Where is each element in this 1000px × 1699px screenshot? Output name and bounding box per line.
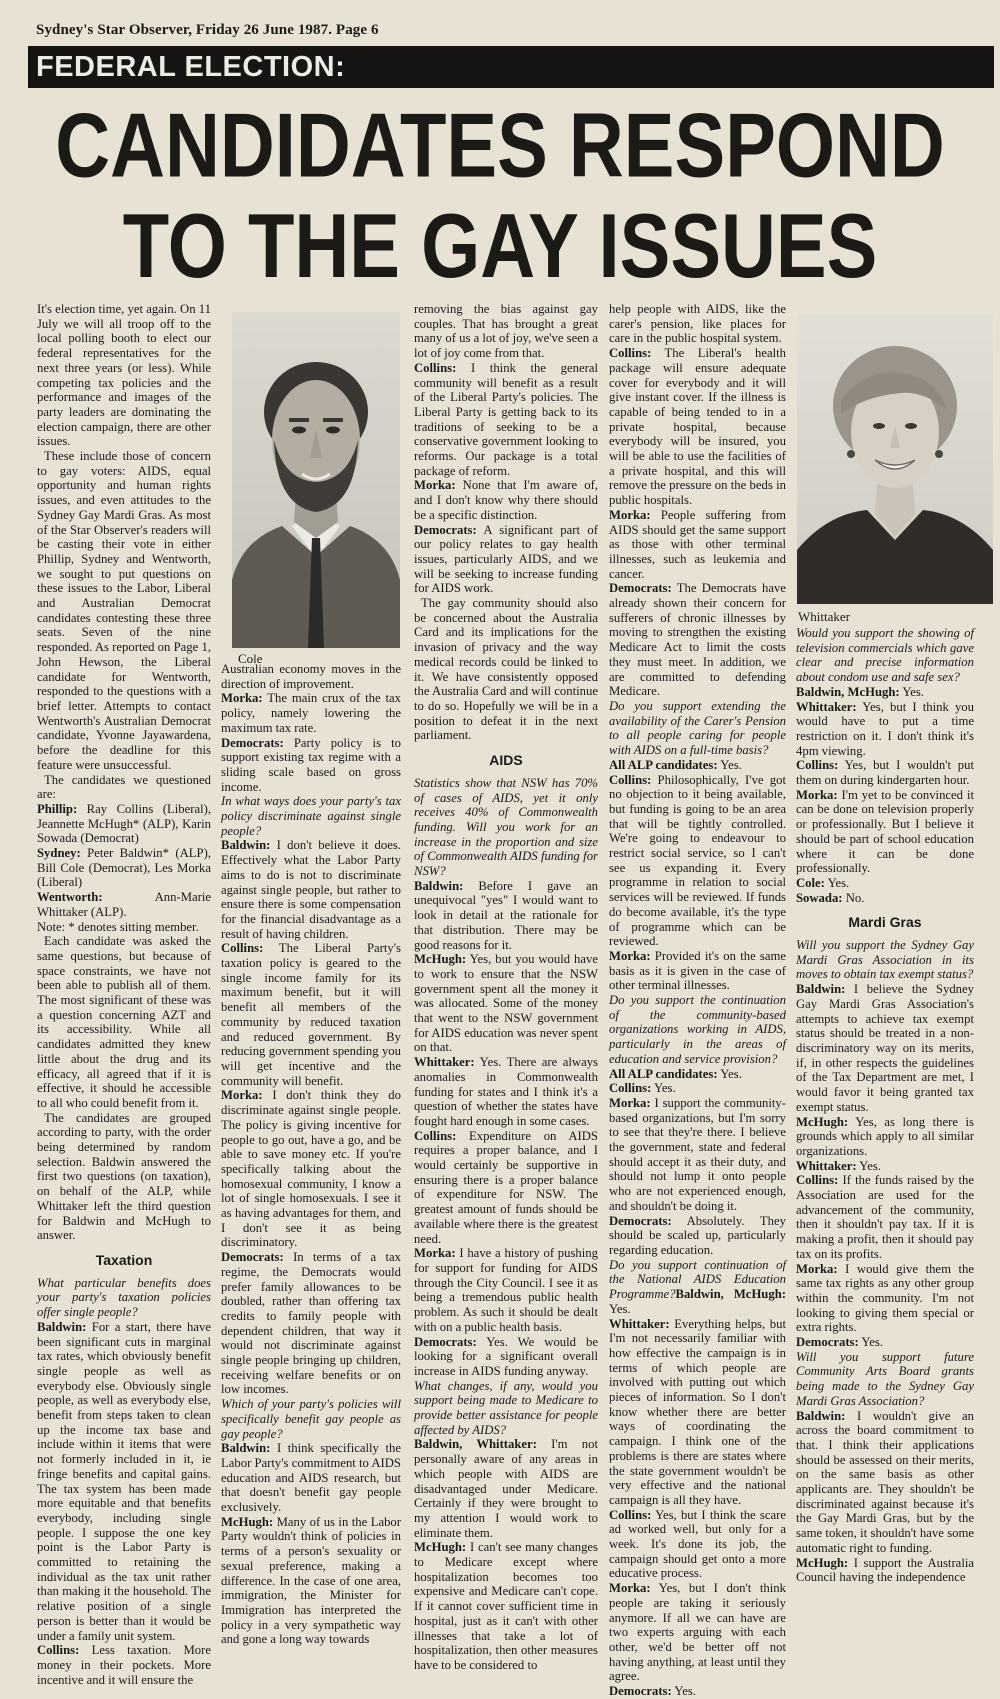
answer	[796, 1262, 974, 1336]
speaker-label: Sowada:	[796, 890, 843, 905]
answer	[609, 773, 786, 949]
answer	[37, 1320, 211, 1643]
answer	[221, 1515, 401, 1647]
answer	[414, 1246, 598, 1334]
speaker-label: Democrats:	[609, 581, 672, 596]
speaker-label: Collins:	[221, 941, 264, 956]
question-text: What particular benefits does your party's taxation policies offer single people?	[37, 1275, 211, 1320]
column-5	[796, 626, 974, 1585]
question-text: Will you support the Sydney Gay Mardi Gras Association in its moves to obtain tax exempt status?	[796, 938, 974, 982]
answer-text: Yes. We would be looking for a significant overall increase in AIDS funding anyway.	[414, 1334, 598, 1378]
candidates-phillip	[37, 802, 211, 846]
column-2	[221, 662, 401, 1647]
answer-text: The Democrats have already shown their concern for sufferers of chronic illnesses by moving to strengthen the existing Medicare Act to limit the costs they must meet. In addition, we are committed to defending Medicare.	[609, 581, 786, 699]
answer	[221, 838, 401, 941]
speaker-label: Collins:	[414, 1128, 457, 1143]
speaker-label: Baldwin, McHugh:	[796, 684, 900, 699]
answer	[414, 478, 598, 522]
answer-text: No.	[842, 890, 865, 905]
section-heading-taxation: Taxation	[95, 1252, 153, 1268]
section-heading-aids: AIDS	[489, 752, 523, 769]
answer	[609, 1096, 786, 1214]
answer-text: Yes.	[609, 1301, 631, 1316]
column-1	[37, 302, 211, 1687]
speaker-label: Collins:	[414, 360, 457, 375]
answer-text: Yes, but I think you would have to put a time restriction on it. I don't think it's 4pm viewing.	[796, 699, 974, 758]
answer	[796, 758, 974, 787]
answer-text: Yes.	[717, 1066, 742, 1081]
answer	[414, 1055, 598, 1129]
speaker-label: Whittaker:	[796, 1158, 857, 1173]
continued-text: help people with AIDS, like the carer's pension, like places for care in the public hospital system.	[609, 302, 786, 346]
answer	[221, 736, 401, 795]
answer-text: Yes.	[824, 875, 850, 890]
column-3	[414, 302, 598, 1672]
intro-paragraph-4: Each candidate was asked the same questions, but because of space constraints, we have not been able to publish all of them. The most significant of these was a question concerning AZT and its accessibility. While all candidates admitted they knew little about the drug and its efficacy, all agreed that if it is effective, it should he accessible to all who could benefit from it.	[37, 934, 211, 1110]
answer-text: Yes.	[671, 1684, 697, 1699]
seat-candidates-sydney: Peter Baldwin* (ALP), Bill Cole (Democrat), Les Morka (Liberal)	[37, 846, 211, 890]
question-with-answer	[609, 1258, 786, 1317]
question-text: Do you support continuation of the National AIDS Education Programme?	[609, 1257, 786, 1302]
answer-text: People suffering from AIDS should get the same support as those with other terminal illnesses, such as leukemia and cancer.	[609, 507, 786, 581]
answer	[609, 346, 786, 508]
answer-text: I don't think they do discriminate against single people. The policy is giving incentive for people to go out, have a go, and be able to save money etc. If you're specifically talking about the homosexual community, I know a lot of single homosexuals. I see it as having advantages for them, and I don't see it as being discriminatory.	[221, 1088, 401, 1250]
sitting-member-note: Note: * denotes sitting member.	[37, 919, 199, 934]
answer-text: Before I gave an unequivocal "yes" I would want to look in detail at the rationale for that distribution. There may be good reasons for it.	[414, 878, 598, 952]
answer	[796, 982, 974, 1114]
speaker-label: Morka:	[414, 478, 456, 493]
answer-text: Yes. There are always anomalies in Commonwealth funding for states and I think it's a question of whether the states have fought hard enough in some cases.	[414, 1055, 598, 1128]
speaker-label: Collins:	[609, 1507, 652, 1522]
answer-text: Provided it's on the same basis as it is given in the case of other terminal illnesses.	[609, 948, 786, 993]
answer	[796, 1556, 974, 1585]
question-text: Statistics show that NSW has 70% of cases of AIDS, yet it only receives 40% of Commonwealth funding. Will you work for an increase in the proportion and size of Commonwealth AIDS funding for NSW?	[414, 775, 598, 879]
answer-text: Many of us in the Labor Party wouldn't think of policies in terms of a person's sexuality or sexual preference, making a difference. In the case of one area, immigration, the Minister for Immigration has interpreted the policy in a very sympathetic way and gone a long way towards	[221, 1514, 401, 1647]
answer-text: Yes.	[717, 757, 742, 772]
section-heading-mardi-gras: Mardi Gras	[848, 914, 922, 931]
answer	[609, 581, 786, 699]
speaker-label: Baldwin:	[221, 838, 271, 853]
question-text: Will you support future Community Arts Board grants being made to the Sydney Gay Mardi Gras Association?	[796, 1349, 974, 1408]
speaker-label: Collins:	[796, 1173, 839, 1188]
speaker-label: Morka:	[414, 1246, 456, 1261]
answer	[414, 523, 598, 597]
answer	[609, 1214, 786, 1258]
continued-text: removing the bias against gay couples. That has brought a great many of us a lot of joy, we've seen a lot of joy come from that.	[414, 302, 598, 361]
speaker-label: Whittaker:	[609, 1316, 670, 1331]
answer-text: For a start, there have been significant cuts in marginal tax rates, which obviously benefit single people as well as everybody else. Obviously single people, as well as everybody else, benefit from steps taken to clean up the income tax base and include within it items that were not formerly included in it, ie fringe benefits and capital gains. The tax system has been made more equitable and that benefits everybody, including single people. I suppose the one key point is the Labor Party is committed to retaining the individual as the tax unit rather than making it the household. The relative position of a single person is better than it would be under a family unit system.	[37, 1319, 211, 1643]
section-banner: FEDERAL ELECTION:	[28, 46, 994, 88]
answer	[609, 1581, 786, 1684]
answer-text: Yes, as long there is grounds which apply to all similar organizations.	[796, 1114, 974, 1158]
answer-text: I'm not personally aware of any areas in which people with AIDS are disadvantaged under Medicare. Certainly if they were brought to my attention I would work to eliminate them.	[414, 1437, 598, 1540]
headline-line-2: TO THE GAY ISSUES	[122, 195, 878, 298]
answer-text: I wouldn't give an across the board commitment to that. I think their applications should be assessed on their merits, on the same basis as other applicants are. They shouldn't be discriminated against because it's the Gay Mardi Gras, but by the same token, it shouldn't have some automatic right to funding.	[796, 1408, 974, 1555]
speaker-label: Democrats:	[609, 1213, 672, 1228]
answer	[609, 1081, 786, 1096]
answer-text: I support the Australia Council having the independence	[796, 1555, 974, 1585]
speaker-label: Democrats:	[221, 1250, 284, 1265]
speaker-label: All ALP candidates:	[609, 1066, 718, 1081]
answer-text: I don't believe it does. Effectively what the Labor Party aims to do is not to discriminate against single people, but rather to ensure there is some compensation for the financial disadvantage as a result of having children.	[221, 838, 401, 941]
answer-text: Yes.	[651, 1081, 676, 1096]
speaker-label: Morka:	[796, 1261, 838, 1276]
answer	[37, 1643, 211, 1687]
answer-text: Yes, but I don't think people are taking it seriously anymore. If all we can have are two experts arguing with each other, we'd be better off not having anything, at least until they agree.	[609, 1581, 786, 1684]
seat-candidates-wentworth: Ann-Marie Whittaker (ALP).	[37, 890, 211, 919]
answer	[414, 361, 598, 479]
answer-text: The main crux of the tax policy, namely lowering the maximum tax rate.	[221, 691, 401, 735]
intro-paragraph-5: The candidates are grouped according to party, with the order being determined by random selection. Baldwin answered the first two questions (on taxation), on behalf of the ALP, while Whittaker left the third question for Baldwin and McHugh to answer.	[37, 1110, 211, 1243]
speaker-label: Morka:	[609, 1581, 651, 1596]
answer-text: Absolutely. They should be scaled up, particularly regarding education.	[609, 1213, 786, 1257]
answer	[796, 1115, 974, 1159]
seat-candidates-phillip: Ray Collins (Liberal), Jeannette McHugh* (ALP), Karin Sowada (Democrat)	[37, 801, 211, 846]
answer-text: Everything helps, but I'm not necessarily familiar with how effective the campaign is in terms of which people are involved with putting out which pieces of information. So I don't know whether there are better ways of coordinating the campaign. I think one of the problems is there are states where the state government wouldn't be very effective and the national campaign is all they have.	[609, 1316, 786, 1507]
answer-text: None that I'm aware of, and I don't know why there should be a specific distinction.	[414, 478, 598, 522]
cole-portrait-image	[232, 312, 400, 648]
answer	[221, 1088, 401, 1250]
answer-text: Yes.	[899, 684, 924, 699]
question-text: Do you support the continuation of the community-based organizations working in AIDS, particularly in the areas of education and service provision?	[609, 993, 786, 1066]
continued-text: Australian economy moves in the direction of improvement.	[221, 662, 401, 691]
speaker-label: Democrats:	[221, 735, 284, 750]
answer	[796, 700, 974, 759]
answer	[221, 941, 401, 1088]
answer	[796, 1335, 974, 1350]
answer-text: A significant part of our policy relates to gay health issues, particularly AIDS, and we will be seeking to increase funding for AIDS work.	[414, 522, 598, 596]
answer-text: Yes.	[858, 1335, 884, 1350]
speaker-label: Morka:	[609, 507, 651, 522]
answer-text: The Liberal Party's taxation policy is geared to the single income family for its maximum benefit, but it will benefit all members of the community by reduced taxation and reduced government. By reducing government spending you will get incentive and the community will benefit.	[221, 941, 401, 1088]
intro-paragraph-1: It's election time, yet again. On 11 July we will all troop off to the local polling booth to elect our federal representatives for the next three years (or less). While competing tax policies and the performance and images of the party leaders are dominating the election campaign, there are other issues.	[37, 302, 211, 449]
answer	[414, 1335, 598, 1379]
whittaker-portrait-image	[797, 314, 993, 604]
intro-paragraph-3: The candidates we questioned are:	[37, 772, 211, 802]
answer	[221, 1250, 401, 1397]
answer	[609, 949, 786, 993]
speaker-label: Cole:	[796, 875, 825, 890]
answer	[609, 758, 786, 773]
answer	[221, 1441, 401, 1515]
speaker-label: McHugh:	[221, 1514, 274, 1529]
speaker-label: Democrats:	[414, 1334, 477, 1349]
speaker-label: Morka:	[221, 1088, 263, 1103]
speaker-label: Morka:	[609, 1095, 651, 1110]
answer-text: In terms of a tax regime, the Democrats would prefer family allowances to be doubled, rather than offering tax credits to family people with dependent children, that way it would not discriminate against single people bringing up children, receiving welfare benefits or on low incomes.	[221, 1250, 401, 1397]
speaker-label: Collins:	[796, 758, 839, 773]
continued-text: The gay community should also be concerned about the Australia Card and its implications for the invasion of privacy and the way medical records could be linked to it. We have consistently opposed the Australia Card and will continue to do so. Hopefully we will be in a position to defeat it in the next parliament.	[414, 596, 598, 743]
answer	[609, 1067, 786, 1082]
answer	[414, 879, 598, 953]
headline	[0, 96, 1000, 298]
answer-text: Yes, but I think the scare ad worked well, but only for a week. It's done its job, the campaign should get onto a more educative process.	[609, 1507, 786, 1581]
answer	[414, 952, 598, 1055]
answer-text: I can't see many changes to Medicare except where hospitalization becomes too expensive and Medicare can't cope. If it cannot cover sufficient time in hospital, just as it can't with other illnesses that take a lot of hospitalization, then other measures have to be considered to	[414, 1540, 598, 1672]
speaker-label: McHugh:	[796, 1555, 849, 1570]
answer	[609, 1508, 786, 1582]
speaker-label: McHugh:	[796, 1114, 849, 1129]
speaker-label: Baldwin, Whittaker:	[414, 1437, 537, 1452]
seat-label-phillip: Phillip:	[37, 801, 78, 816]
seat-label-sydney: Sydney:	[37, 846, 81, 861]
answer	[609, 1317, 786, 1508]
answer-text: Yes, but you would have to work to ensure that the NSW government spent all the money it was allocated. Some of the money that went to the NSW government for AIDS education was never spent on that.	[414, 952, 598, 1055]
answer-text: I believe the Sydney Gay Mardi Gras Association's attempts to achieve tax exempt status should be treated in a non-discriminatory way on its merits, if, in other respects the guidelines of the Tax Department are met, I would favor it being granted tax exempt status.	[796, 982, 974, 1114]
candidates-sydney	[37, 846, 211, 890]
speaker-label: Baldwin:	[221, 1441, 271, 1456]
answer-text: Yes, but I wouldn't put them on during kindergarten hour.	[796, 758, 974, 788]
answer-text: If the funds raised by the Association are used for the advancement of the community, then it shouldn't pay tax. If it is making a profit, then it should pay tax on its profits.	[796, 1173, 974, 1261]
question-text: In what ways does your party's tax policy discriminate against single people?	[221, 794, 401, 838]
speaker-label: Whittaker:	[414, 1055, 475, 1070]
answer	[414, 1540, 598, 1672]
answer	[796, 891, 974, 906]
caption-whittaker: Whittaker	[798, 609, 850, 624]
photo-whittaker	[797, 314, 993, 604]
speaker-label: Baldwin:	[796, 1408, 846, 1423]
answer	[414, 1437, 598, 1540]
candidates-wentworth	[37, 890, 211, 919]
answer	[796, 876, 974, 891]
speaker-label: McHugh:	[414, 952, 467, 967]
answer-text: Less taxation. More money in their pockets. More incentive and it will ensure the	[37, 1643, 211, 1687]
speaker-label: Morka:	[609, 948, 651, 963]
answer-text: The Liberal's health package will ensure adequate cover for everybody and it will give instant cover. If the illness is capable of being tended to in a private hospital, because everybody will be insured, you will be able to use the facilities of a private hospital, and this will remove the pressure on the beds in public hospitals.	[609, 346, 786, 508]
speaker-label: All ALP candidates:	[609, 757, 718, 772]
speaker-label: Whittaker:	[796, 699, 857, 714]
masthead: Sydney's Star Observer, Friday 26 June 1987. Page 6	[36, 22, 379, 38]
answer-text: I think the general community will benefit as a result of the Liberal Party's policies. The Liberal Party is getting back to its traditions of seeking to be a conservative government looking to reforms. Our package is a total package of reform.	[414, 360, 598, 478]
speaker-label: Morka:	[221, 691, 263, 706]
question-text: Would you support the showing of television commercials which gave clear and precise information about condom use and safe sex?	[796, 626, 974, 685]
answer-text: I'm yet to be convinced it can be done on television properly or professionally. But I believe it should be part of school education where it can be done professionally.	[796, 787, 974, 876]
answer	[221, 691, 401, 735]
speaker-label: Baldwin:	[37, 1319, 87, 1334]
speaker-label: Baldwin:	[414, 878, 464, 893]
answer	[609, 508, 786, 582]
answer	[796, 1159, 974, 1174]
question-text: What changes, if any, would you support being made to Medicare to provide better assistance for people affected by AIDS?	[414, 1378, 598, 1437]
answer-text: I think specifically the Labor Party's commitment to AIDS education and AIDS research, but that doesn't benefit gay people exclusively.	[221, 1441, 401, 1515]
answer	[609, 1684, 786, 1699]
speaker-label: Democrats:	[796, 1335, 859, 1350]
question-text: Which of your party's policies will specifically benefit gay people as gay people?	[221, 1397, 401, 1441]
headline-line-1: CANDIDATES RESPOND	[55, 94, 945, 197]
speaker-label: Collins:	[609, 772, 652, 787]
column-4	[609, 302, 786, 1699]
answer-text: I have a history of pushing for support for funding for AIDS through the City Council. I see it as being a tremendous public health problem. As such it should be dealt with on a public health basis.	[414, 1246, 598, 1334]
speaker-label: Democrats:	[609, 1684, 672, 1699]
speaker-label: Morka:	[796, 787, 838, 802]
answer	[796, 1173, 974, 1261]
answer-text: Yes.	[856, 1158, 881, 1173]
answer	[796, 788, 974, 876]
answer-text: I would give them the same tax rights as any other group within the community. I'm not looking to giving them special or extra rights.	[796, 1261, 974, 1335]
speaker-label: McHugh:	[414, 1540, 467, 1555]
answer	[796, 685, 974, 700]
question-text: Do you support extending the availability of the Carer's Pension to all people caring for people with AIDS on a full-time basis?	[609, 698, 786, 758]
answer-text: Party policy is to support existing tax regime with a sliding scale based on gross income.	[221, 735, 401, 794]
answer-text: I support the community-based organizations, but I'm sorry to see that they're there. I believe the government, state and federal should accept it as their duty, and should not lump it onto people who are not experienced enough, and shouldn't be doing it.	[609, 1095, 786, 1213]
seat-label-wentworth: Wentworth:	[37, 890, 103, 905]
caption-cole: Cole	[238, 651, 263, 666]
speaker-label: Collins:	[609, 346, 652, 361]
speaker-label: Democrats:	[414, 522, 477, 537]
answer-text: Philosophically, I've got no objection to it being available, but funding is going to be an area that will be tightly controlled. We're going to endeavour to restrict social service, so I can't see us expanding it. Every programme in relation to social services will be reviewed. If funds do become available, it's the type of programme which can be reviewed.	[609, 772, 786, 949]
answer-text: Expenditure on AIDS requires a proper balance, and I would certainly be supportive in ensuring there is a proper balance of expenditure for NSW. The greatest amount of funds should be available where there is the greatest need.	[414, 1128, 598, 1246]
intro-paragraph-2: These include those of concern to gay voters: AIDS, equal opportunity and human rights issues, and even attitudes to the Sydney Gay Mardi Gras. As most of the Star Observer's readers will be casting their vote in either Phillip, Sydney and Wentworth, we sought to put questions on these issues to the Labor, Liberal and Australian Democrat candidates contesting these three seats. Seven of the nine responded. As reported on Page 1, John Hewson, the Liberal candidate for Wentworth, responded to the questions with a brief letter. Attempts to contact Wentworth's Australian Democrat candidate, Yvonne Jayawardena, before the deadline for this feature were unsuccessful.	[37, 449, 211, 772]
speaker-label: Baldwin, McHugh:	[675, 1287, 786, 1302]
speaker-label: Baldwin:	[796, 982, 846, 997]
speaker-label: Collins:	[609, 1081, 652, 1096]
answer	[414, 1129, 598, 1247]
speaker-label: Collins:	[37, 1643, 80, 1658]
answer	[796, 1409, 974, 1556]
photo-cole	[232, 312, 400, 648]
